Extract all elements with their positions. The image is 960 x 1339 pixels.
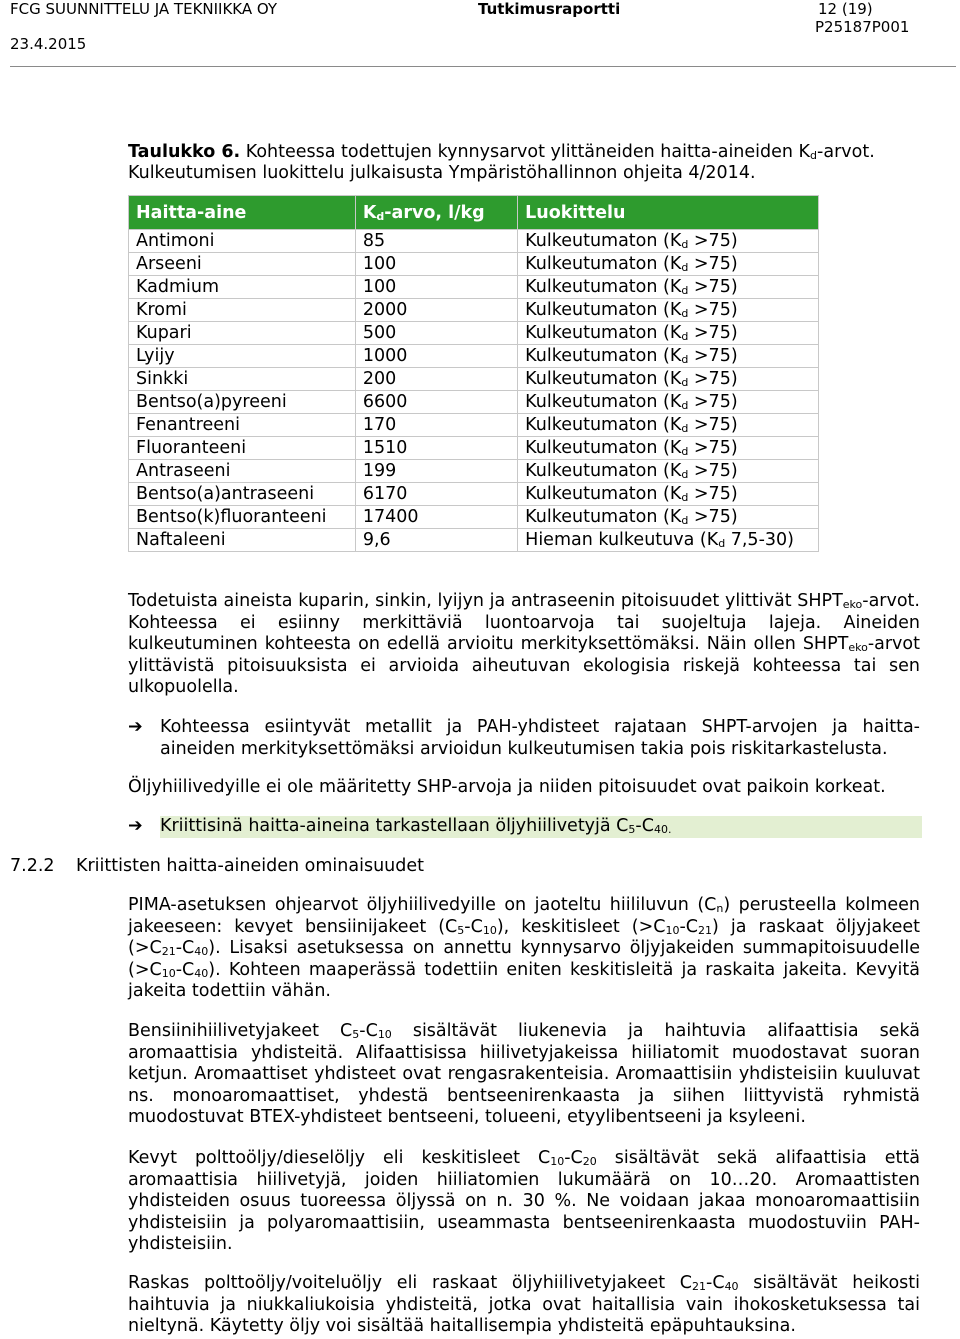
col-header-substance: Haitta-aine (129, 196, 356, 230)
header-company: FCG SUUNNITTELU JA TEKNIIKKA OY (10, 0, 278, 18)
paragraph-heavy-oil: Raskas polttoöljy/voiteluöljy eli raskaat öljyhiilivetyjakeet $C_{21}-C_{40}$ sisältävät heikosti haihtuvia ja niukkaliukoisia yhdisteitä, jotka ovat haitallisia vain ihokosketuksessa tai nieltynä. Käytetty öljy voi sisältää haitallisempia yhdisteitä epäpuhtauksina. (128, 1273, 920, 1336)
table-row (129, 345, 819, 368)
paragraph-shpt: Todetuista aineista kuparin, sinkin, lyijyn ja antraseenin pitoisuudet ylittivät $SHPT_{eko}$-arvot. Kohteessa ei esiinny merkittäviä luontoarvoja tai suojeltuja lajeja. Aineiden kulkeutuminen kohteesta on edellä arvioitu merkityksettömäksi. Näin ollen $SHPT_{eko}$-arvot ylittävistä pitoisuuksista ei arvioida aiheutuvan ekologisia riskejä kohteessa tai sen ulkopuolella. (128, 591, 920, 697)
table-row (129, 506, 819, 529)
cell-substance: Lyijy (129, 345, 356, 368)
table-row (129, 322, 819, 345)
cell-substance: Kadmium (129, 276, 356, 299)
cell-kd: 9,6 (355, 529, 517, 552)
caption-text-after: -arvot. Kulkeutumisen luokittelu julkaisusta Ympäristöhallinnon ohjeita 4/2014. (128, 142, 875, 183)
cell-substance: Sinkki (129, 368, 356, 391)
cell-classification: Kulkeutumaton $(K_d >75)$ (518, 322, 819, 345)
cell-kd: 170 (355, 414, 517, 437)
table-row (129, 483, 819, 506)
conclusion-bullet-metals (128, 717, 920, 761)
cell-substance: Bentso(a)antraseeni (129, 483, 356, 506)
paragraph-pima: PIMA-asetuksen ohjearvot öljyhiilivedyille on jaoteltu hiililuvun $(C_n)$ perusteella kolmeen jakeeseen: kevyet bensiinijakeet $(C_5-C_{10})$, keskitisleet $(>C_{10}-C_{21})$ ja raskaat öljyjakeet $(>C_{21}-C_{40})$. Lisaksi asetuksessa on annettu kynnysarvo öljyjakeiden summapitoisuudelle $(>C_{10}-C_{40})$. Kohteen maaperässä todettiin eniten keskitisleitä ja raskaita jakeita. Kevyitä jakeita todettiin vähän. (128, 895, 921, 1001)
conclusion-bullet-oil (128, 816, 920, 838)
table-row (129, 368, 819, 391)
cell-kd: 85 (355, 230, 517, 253)
bullet-text-highlight: Kriittisinä haitta-aineina tarkastellaan öljyhiilivetyjä $C_5-C_{40.}$ (160, 816, 922, 838)
table-row (129, 529, 819, 552)
cell-substance: Antimoni (129, 230, 356, 253)
caption-text: Kohteessa todettujen kynnysarvot ylittäneiden haitta-aineiden K (240, 142, 811, 162)
cell-kd: 6600 (355, 391, 517, 414)
cell-substance: Fenantreeni (129, 414, 356, 437)
table-row (129, 299, 819, 322)
cell-kd: 2000 (355, 299, 517, 322)
section-number: 7.2.2 (10, 856, 55, 876)
table-caption (128, 142, 928, 184)
cell-kd: 100 (355, 253, 517, 276)
cell-classification: Kulkeutumaton $(K_d >75)$ (518, 230, 819, 253)
cell-kd: 1000 (355, 345, 517, 368)
cell-classification: Kulkeutumaton $(K_d >75)$ (518, 460, 819, 483)
table-row (129, 276, 819, 299)
header-page: 12 (19) (818, 0, 873, 18)
cell-kd: 6170 (355, 483, 517, 506)
col-header-classification: Luokittelu (518, 196, 819, 230)
section-heading (10, 856, 424, 876)
header-doc-type: Tutkimusraportti (478, 0, 621, 18)
header-doc-id: P25187P001 (815, 18, 910, 36)
caption-label: Taulukko 6. (128, 142, 241, 162)
cell-classification: Kulkeutumaton $(K_d >75)$ (518, 345, 819, 368)
table-row (129, 414, 819, 437)
cell-classification: Kulkeutumaton $(K_d >75)$ (518, 391, 819, 414)
cell-classification: Kulkeutumaton $(K_d >75)$ (518, 276, 819, 299)
kd-table (128, 195, 819, 552)
cell-substance: Bentso(k)fluoranteeni (129, 506, 356, 529)
table-row (129, 460, 819, 483)
table-row (129, 253, 819, 276)
cell-kd: 199 (355, 460, 517, 483)
table-row (129, 437, 819, 460)
arrow-right-icon: ➔ (128, 816, 143, 836)
cell-classification: Kulkeutumaton $(K_d >75)$ (518, 437, 819, 460)
table-row (129, 391, 819, 414)
bullet-text: Kohteessa esiintyvät metallit ja PAH-yhdisteet rajataan SHPT-arvojen ja haitta-aineiden merkityksettömäksi arvioidun kulkeutumisen takia pois riskitarkastelusta. (160, 717, 920, 759)
caption-sub: d (810, 149, 818, 162)
section-title: Kriittisten haitta-aineiden ominaisuudet (76, 856, 424, 876)
cell-classification: Kulkeutumaton $(K_d >75)$ (518, 506, 819, 529)
cell-kd: 200 (355, 368, 517, 391)
cell-kd: 500 (355, 322, 517, 345)
cell-classification: Hieman kulkeutuva ($K_d$ 7,5-30) (518, 529, 819, 552)
cell-classification: Kulkeutumaton $(K_d >75)$ (518, 414, 819, 437)
table-row (129, 230, 819, 253)
table-header-row (129, 196, 819, 230)
cell-substance: Arseeni (129, 253, 356, 276)
col-header-kd: $K_d$-arvo, l/kg (355, 196, 517, 230)
cell-substance: Naftaleeni (129, 529, 356, 552)
cell-substance: Kromi (129, 299, 356, 322)
cell-substance: Antraseeni (129, 460, 356, 483)
header-divider (10, 66, 956, 67)
paragraph-oil: Öljyhiilivedyille ei ole määritetty SHP-arvoja ja niiden pitoisuudet ovat paikoin korkeat. (128, 777, 886, 797)
cell-classification: Kulkeutumaton $(K_d >75)$ (518, 483, 819, 506)
cell-kd: 100 (355, 276, 517, 299)
cell-classification: Kulkeutumaton $(K_d >75)$ (518, 299, 819, 322)
header-date: 23.4.2015 (10, 35, 87, 53)
cell-substance: Bentso(a)pyreeni (129, 391, 356, 414)
cell-classification: Kulkeutumaton $(K_d >75)$ (518, 253, 819, 276)
cell-substance: Kupari (129, 322, 356, 345)
arrow-right-icon: ➔ (128, 717, 143, 737)
cell-substance: Fluoranteeni (129, 437, 356, 460)
cell-classification: Kulkeutumaton $(K_d >75)$ (518, 368, 819, 391)
cell-kd: 17400 (355, 506, 517, 529)
paragraph-gasoline: Bensiinihiilivetyjakeet $C_5-C_{10}$ sisältävät liukenevia ja haihtuvia alifaattisia sekä aromaattisia yhdisteitä. Alifaattisissa hiilivetyjakeissa hiiliatomit muodostavat suoran ketjun. Aromaattiset yhdisteet ovat rengasrakenteisia. Aromaattisiin yhdisteisiin kuuluvat ns. monoaromaattiset, yhdestä bentseenirenkaasta ja siihen liittyvistä ryhmistä muodostuvat BTEX-yhdisteet bentseeni, tolueeni, etyylibentseeni ja ksyleeni. (128, 1021, 921, 1127)
cell-kd: 1510 (355, 437, 517, 460)
paragraph-diesel: Kevyt polttoöljy/dieselöljy eli keskitisleet $C_{10}-C_{20}$ sisältävät sekä alifaattisia että aromaattisia hiilivetyjä, joiden hiiliatomien lukumäärä on 10…20. Aromaattisten yhdisteiden osuus tuoreessa öljyssä on n. 30 %. Ne voidaan jakaa monoaromaattisiin yhdisteisiin ja polyaromaattisiin, useammasta bentseenirenkaasta muodostuviin PAH-yhdisteisiin. (128, 1148, 920, 1254)
